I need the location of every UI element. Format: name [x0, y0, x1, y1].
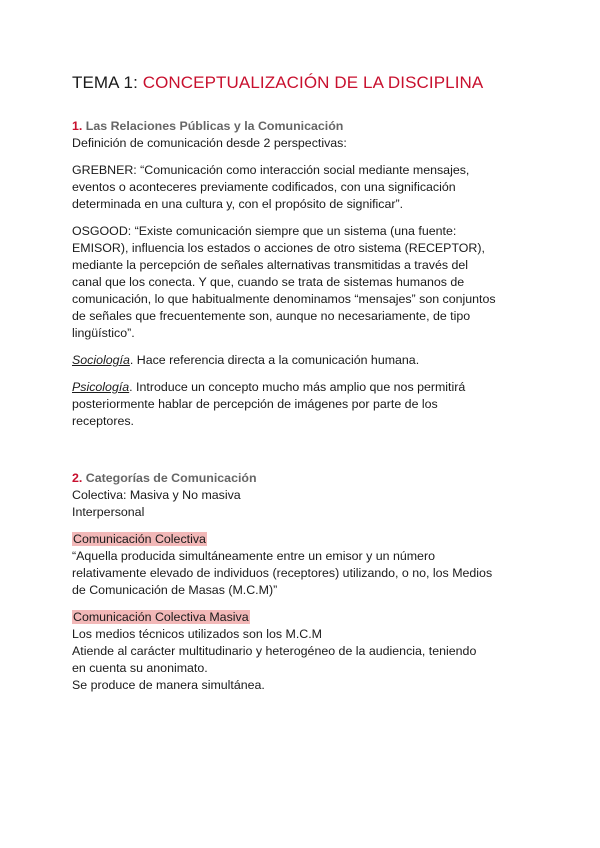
- section2-number: 2.: [72, 471, 83, 485]
- osgood-line: canal que los conecta. Y que, cuando se trata de sistemas humanos de: [72, 275, 465, 289]
- osgood-paragraph: [72, 223, 542, 342]
- masiva-line: Atiende al carácter multitudinario y heterogéneo de la audiencia, teniendo: [72, 644, 477, 658]
- masiva-label: Comunicación Colectiva Masiva: [73, 610, 249, 624]
- grebner-line: eventos o aconteceres previamente codificados, con una significación: [72, 180, 456, 194]
- page-title: [72, 73, 483, 93]
- section2-line: Colectiva: Masiva y No masiva: [72, 488, 241, 502]
- psicologia-line: receptores.: [72, 414, 134, 428]
- section1-intro: Definición de comunicación desde 2 perspectivas:: [72, 136, 347, 150]
- colectiva-label-row: [72, 531, 542, 548]
- osgood-line: OSGOOD: “Existe comunicación siempre que un sistema (una fuente:: [72, 224, 457, 238]
- psicologia-paragraph: [72, 379, 542, 430]
- document-body: [72, 118, 542, 694]
- sociologia-term: Sociología: [72, 353, 130, 367]
- masiva-line: Se produce de manera simultánea.: [72, 678, 265, 692]
- grebner-line: determinada en una cultura y, con el propósito de significar”.: [72, 197, 404, 211]
- colectiva-label: Comunicación Colectiva: [73, 532, 206, 546]
- colectiva-line: “Aquella producida simultáneamente entre un emisor y un número: [72, 549, 435, 563]
- section2-line: Interpersonal: [72, 505, 145, 519]
- colectiva-line: relativamente elevado de individuos (receptores) utilizando, o no, los Medios: [72, 566, 493, 580]
- section2-heading-text: Categorías de Comunicación: [85, 471, 257, 485]
- psicologia-text: . Introduce un concepto mucho más amplio que nos permitirá: [129, 380, 466, 394]
- masiva-label-row: [72, 609, 542, 626]
- section1-heading: [72, 118, 542, 135]
- osgood-line: EMISOR), influencia los estados o acciones de otro sistema (RECEPTOR),: [72, 241, 485, 255]
- title-accent: CONCEPTUALIZACIÓN DE LA DISCIPLINA: [142, 73, 484, 92]
- section1-heading-text: Las Relaciones Públicas y la Comunicación: [85, 119, 344, 133]
- colectiva-line: de Comunicación de Masas (M.C.M)”: [72, 583, 278, 597]
- osgood-line: comunicación, lo que habitualmente denominamos “mensajes” son conjuntos: [72, 292, 496, 306]
- grebner-line: GREBNER: “Comunicación como interacción social mediante mensajes,: [72, 163, 470, 177]
- section1-number: 1.: [72, 119, 83, 133]
- title-prefix: TEMA 1:: [72, 73, 138, 92]
- osgood-line: mediante la percepción de señales alternativas transmitidas a través del: [72, 258, 469, 272]
- psicologia-term: Psicología: [72, 380, 130, 394]
- osgood-line: de señales que frecuentemente son, aunque no necesariamente, de tipo: [72, 309, 471, 323]
- sociologia-text: . Hace referencia directa a la comunicación humana.: [129, 353, 420, 367]
- sociologia-paragraph: [72, 352, 542, 369]
- grebner-paragraph: [72, 162, 542, 213]
- masiva-line: en cuenta su anonimato.: [72, 661, 208, 675]
- masiva-line: Los medios técnicos utilizados son los M.C.M: [72, 627, 322, 641]
- psicologia-line: posteriormente hablar de percepción de imágenes por parte de los: [72, 397, 438, 411]
- psicologia-line: [72, 379, 542, 396]
- osgood-line: lingüístico”.: [72, 326, 135, 340]
- section2-heading: [72, 470, 542, 487]
